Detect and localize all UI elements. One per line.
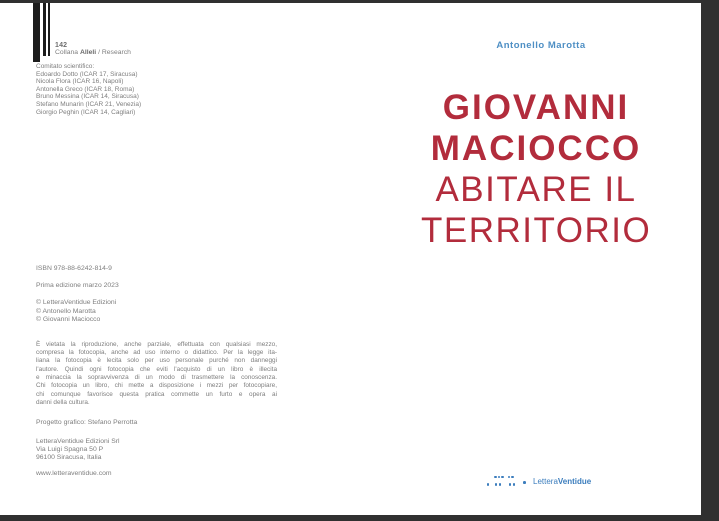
book-title-block <box>421 87 651 251</box>
series-number: 142 <box>55 41 68 49</box>
committee-member: Stefano Munarin (ICAR 21, Venezia) <box>36 100 142 108</box>
book-subtitle-line-2: TERRITORIO <box>421 211 652 250</box>
series-name: Alleli <box>79 49 97 56</box>
book-title-line-2: MACIOCCO <box>430 129 642 168</box>
book-spread-page <box>0 3 701 515</box>
logo-wordmark-regular: Lettera <box>533 477 558 486</box>
publisher-address <box>36 438 120 463</box>
legal-line: È vietata la riproduzione, anche parziale, effettuata con qualsiasi mezzo, <box>36 340 277 348</box>
series-bar-thick <box>33 3 40 62</box>
series-bar-thin-1 <box>43 3 46 56</box>
author-name: Antonello Marotta <box>496 40 586 51</box>
committee-heading: Comitato scientifico: <box>36 63 95 70</box>
scientific-committee <box>36 63 141 116</box>
series-prefix: Collana <box>55 49 80 56</box>
committee-member: Edoardo Dotto (ICAR 17, Siracusa) <box>36 70 138 78</box>
logo-wordmark-bold: Ventidue <box>557 477 592 486</box>
legal-line: Chi fotocopia un libro, chi mette a disposizione i mezzi per fotocopiare, <box>36 382 277 390</box>
committee-member: Giorgio Peghin (ICAR 14, Cagliari) <box>36 108 136 116</box>
legal-line: chi comunque favorisce questa pratica commette un furto e opera ai <box>36 390 277 398</box>
publisher-address-line: Via Luigi Spagna 50 P <box>36 445 104 453</box>
legal-notice <box>36 341 277 408</box>
copyright-line: © LetteraVentidue Edizioni <box>36 299 117 306</box>
edition-note: Prima edizione marzo 2023 <box>36 282 119 289</box>
committee-member: Nicola Flora (ICAR 16, Napoli) <box>36 78 124 86</box>
book-subtitle-line-1: ABITARE IL <box>435 170 637 209</box>
publisher-address-line: LetteraVentidue Edizioni Srl <box>36 437 120 445</box>
design-credit: Progetto grafico: Stefano Perrotta <box>36 419 138 426</box>
series-bar-thin-2 <box>48 3 51 56</box>
book-title-line-1: GIOVANNI <box>442 88 630 127</box>
legal-line: l'autore. Quindi ogni fotocopia che eviti l'acquisto di un libro è illecita <box>36 365 277 373</box>
letteraventidue-logo <box>485 472 605 492</box>
committee-member: Bruno Messina (ICAR 14, Siracusa) <box>36 93 139 101</box>
isbn: ISBN 978-88-6242-814-9 <box>36 264 112 272</box>
legal-line: liana la fotocopia è lecita solo per uso personale purché non danneggi <box>36 357 277 365</box>
legal-line: e minaccia la sopravvivenza di un modo di trasmettere la conoscenza. <box>36 373 277 381</box>
copyright-line: © Antonello Marotta <box>36 307 96 315</box>
publisher-website: www.letteraventidue.com <box>36 470 112 477</box>
legal-line: danni della cultura. <box>36 398 90 406</box>
logo-wordmark <box>533 477 591 486</box>
series-suffix: / Research <box>96 49 131 56</box>
committee-member: Antonella Greco (ICAR 18, Roma) <box>36 85 135 93</box>
series-title-line <box>55 49 131 56</box>
copyright-line: © Giovanni Maciocco <box>36 316 101 324</box>
publisher-address-line: 96100 Siracusa, Italia <box>36 454 102 462</box>
legal-line: compresa la fotocopia, anche ad uso interno o didattico. Per la legge ita- <box>36 348 277 356</box>
copyright-block <box>36 299 116 325</box>
